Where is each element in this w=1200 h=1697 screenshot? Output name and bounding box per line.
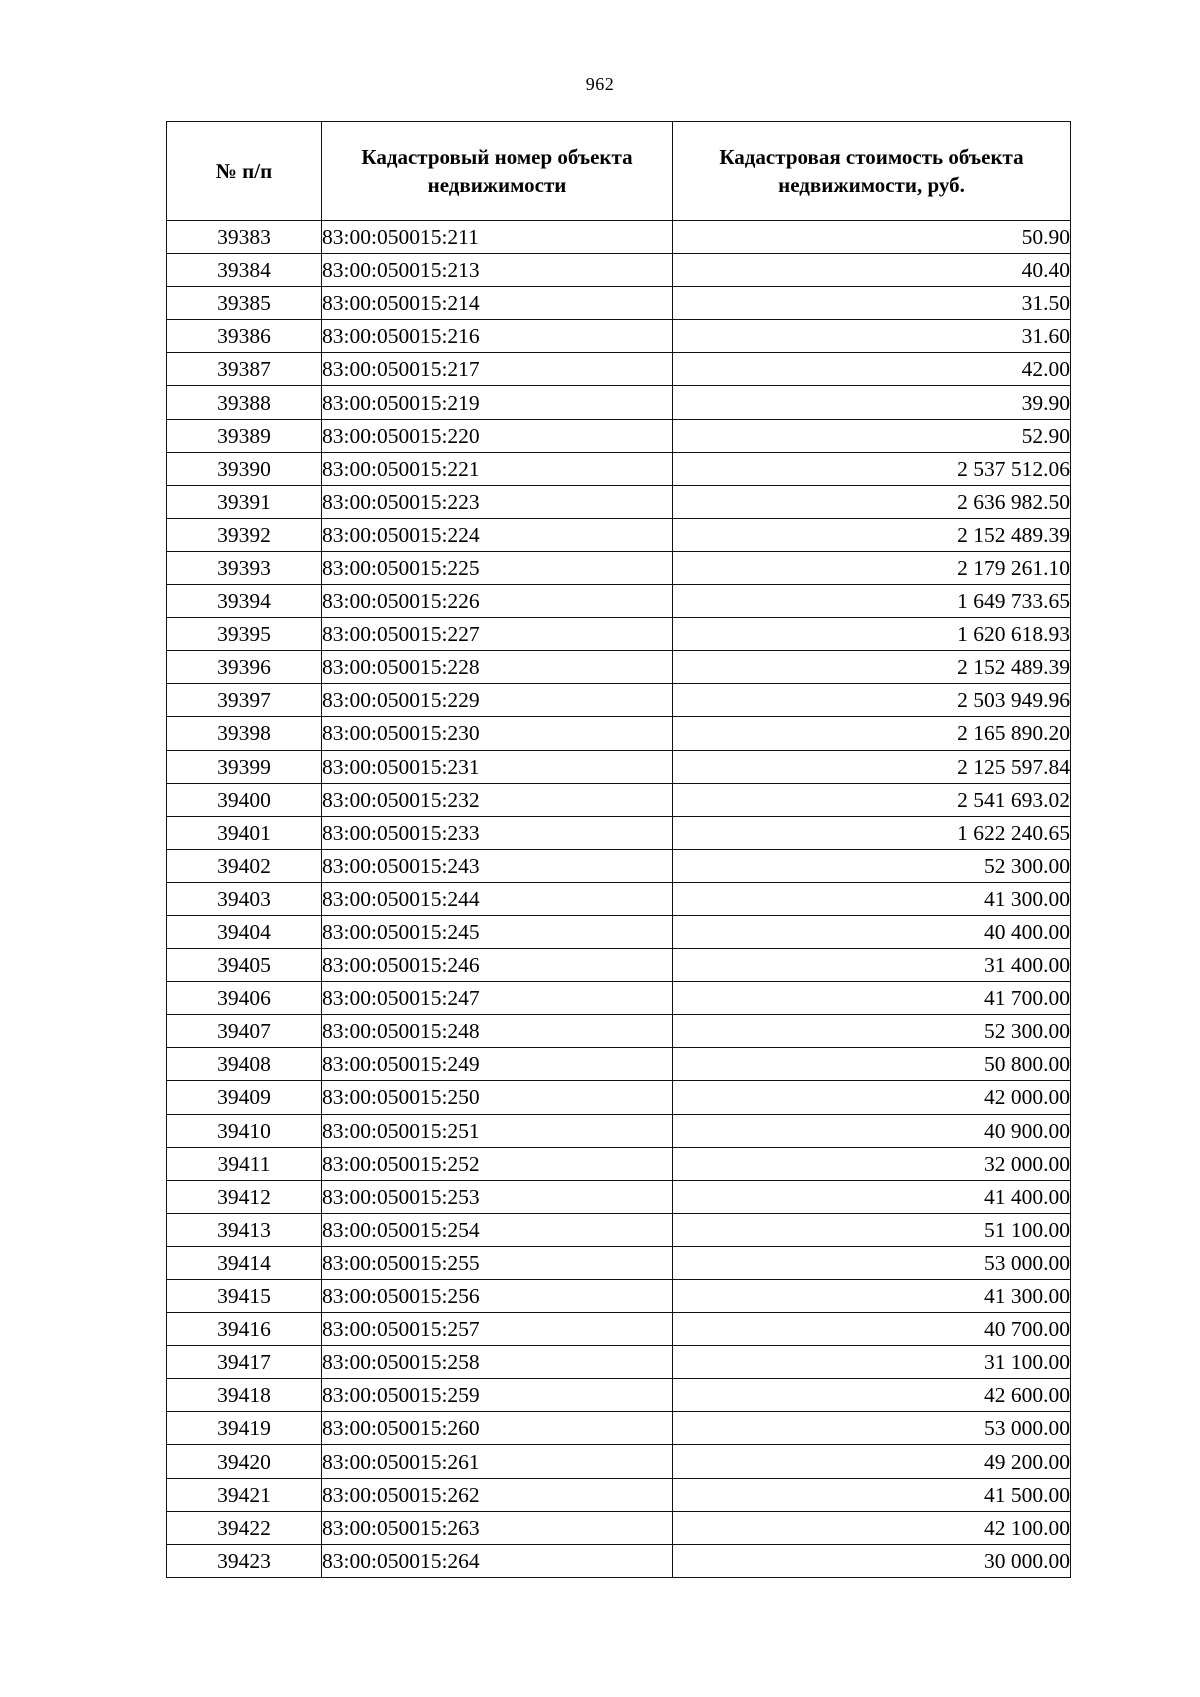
cadastral-value-cell: 2 636 982.50: [673, 485, 1071, 518]
row-number-cell: 39409: [167, 1081, 322, 1114]
row-number-cell: 39418: [167, 1379, 322, 1412]
row-number-cell: 39406: [167, 982, 322, 1015]
cadastral-value-cell: 41 500.00: [673, 1478, 1071, 1511]
row-number-cell: 39414: [167, 1246, 322, 1279]
cadastral-value-cell: 42.00: [673, 353, 1071, 386]
row-number-cell: 39417: [167, 1346, 322, 1379]
table-body: [167, 221, 1071, 1578]
table-row: [167, 816, 1071, 849]
cadastral-value-cell: 53 000.00: [673, 1412, 1071, 1445]
column-header-cadastral-value: Кадастровая стоимость объекта недвижимости, руб.: [673, 122, 1071, 221]
table-row: [167, 1544, 1071, 1577]
table-row: [167, 419, 1071, 452]
cadastral-value-table: [166, 121, 1071, 1578]
cadastral-value-cell: 1 620 618.93: [673, 618, 1071, 651]
cadastral-number-cell: 83:00:050015:223: [322, 485, 673, 518]
cadastral-number-cell: 83:00:050015:248: [322, 1015, 673, 1048]
cadastral-number-cell: 83:00:050015:256: [322, 1280, 673, 1313]
cadastral-value-cell: 30 000.00: [673, 1544, 1071, 1577]
cadastral-number-cell: 83:00:050015:219: [322, 386, 673, 419]
table-row: [167, 1114, 1071, 1147]
row-number-cell: 39392: [167, 518, 322, 551]
table-row: [167, 1280, 1071, 1313]
table-row: [167, 717, 1071, 750]
cadastral-value-cell: 49 200.00: [673, 1445, 1071, 1478]
cadastral-value-cell: 52.90: [673, 419, 1071, 452]
cadastral-number-cell: 83:00:050015:231: [322, 750, 673, 783]
cadastral-number-cell: 83:00:050015:255: [322, 1246, 673, 1279]
cadastral-number-cell: 83:00:050015:253: [322, 1180, 673, 1213]
row-number-cell: 39396: [167, 651, 322, 684]
row-number-cell: 39419: [167, 1412, 322, 1445]
cadastral-number-cell: 83:00:050015:229: [322, 684, 673, 717]
row-number-cell: 39393: [167, 551, 322, 584]
cadastral-number-cell: 83:00:050015:244: [322, 882, 673, 915]
cadastral-value-cell: 2 125 597.84: [673, 750, 1071, 783]
cadastral-value-cell: 1 649 733.65: [673, 585, 1071, 618]
table-row: [167, 1015, 1071, 1048]
table-row: [167, 1346, 1071, 1379]
cadastral-value-cell: 41 300.00: [673, 1280, 1071, 1313]
row-number-cell: 39389: [167, 419, 322, 452]
row-number-cell: 39397: [167, 684, 322, 717]
cadastral-number-cell: 83:00:050015:262: [322, 1478, 673, 1511]
cadastral-number-cell: 83:00:050015:226: [322, 585, 673, 618]
cadastral-value-cell: 39.90: [673, 386, 1071, 419]
cadastral-value-cell: 41 400.00: [673, 1180, 1071, 1213]
table-row: [167, 915, 1071, 948]
table-row: [167, 783, 1071, 816]
cadastral-value-cell: 50.90: [673, 221, 1071, 254]
cadastral-value-cell: 2 165 890.20: [673, 717, 1071, 750]
table-row: [167, 287, 1071, 320]
row-number-cell: 39422: [167, 1511, 322, 1544]
cadastral-number-cell: 83:00:050015:230: [322, 717, 673, 750]
table-row: [167, 254, 1071, 287]
cadastral-number-cell: 83:00:050015:258: [322, 1346, 673, 1379]
cadastral-value-cell: 42 100.00: [673, 1511, 1071, 1544]
cadastral-value-cell: 2 152 489.39: [673, 651, 1071, 684]
cadastral-value-cell: 52 300.00: [673, 1015, 1071, 1048]
cadastral-value-cell: 40 400.00: [673, 915, 1071, 948]
row-number-cell: 39420: [167, 1445, 322, 1478]
row-number-cell: 39423: [167, 1544, 322, 1577]
row-number-cell: 39390: [167, 452, 322, 485]
row-number-cell: 39405: [167, 949, 322, 982]
table-row: [167, 949, 1071, 982]
table-row: [167, 750, 1071, 783]
cadastral-value-cell: 42 600.00: [673, 1379, 1071, 1412]
page-number: 962: [585, 74, 615, 94]
row-number-cell: 39403: [167, 882, 322, 915]
row-number-cell: 39404: [167, 915, 322, 948]
table-row: [167, 1048, 1071, 1081]
row-number-cell: 39387: [167, 353, 322, 386]
cadastral-number-cell: 83:00:050015:247: [322, 982, 673, 1015]
row-number-cell: 39395: [167, 618, 322, 651]
table-row: [167, 1412, 1071, 1445]
table-row: [167, 1445, 1071, 1478]
table-row: [167, 386, 1071, 419]
cadastral-number-cell: 83:00:050015:225: [322, 551, 673, 584]
cadastral-number-cell: 83:00:050015:249: [322, 1048, 673, 1081]
table-row: [167, 518, 1071, 551]
cadastral-number-cell: 83:00:050015:251: [322, 1114, 673, 1147]
row-number-cell: 39412: [167, 1180, 322, 1213]
cadastral-value-cell: 50 800.00: [673, 1048, 1071, 1081]
row-number-cell: 39402: [167, 849, 322, 882]
cadastral-number-cell: 83:00:050015:221: [322, 452, 673, 485]
row-number-cell: 39385: [167, 287, 322, 320]
cadastral-value-cell: 2 152 489.39: [673, 518, 1071, 551]
cadastral-value-cell: 2 503 949.96: [673, 684, 1071, 717]
row-number-cell: 39394: [167, 585, 322, 618]
cadastral-value-cell: 31.60: [673, 320, 1071, 353]
cadastral-number-cell: 83:00:050015:213: [322, 254, 673, 287]
cadastral-value-cell: 31 100.00: [673, 1346, 1071, 1379]
column-header-number: № п/п: [167, 122, 322, 221]
cadastral-value-cell: 53 000.00: [673, 1246, 1071, 1279]
cadastral-value-cell: 41 700.00: [673, 982, 1071, 1015]
cadastral-value-cell: 31.50: [673, 287, 1071, 320]
cadastral-number-cell: 83:00:050015:211: [322, 221, 673, 254]
table-row: [167, 982, 1071, 1015]
cadastral-value-cell: 51 100.00: [673, 1213, 1071, 1246]
cadastral-value-cell: 52 300.00: [673, 849, 1071, 882]
table-row: [167, 651, 1071, 684]
row-number-cell: 39407: [167, 1015, 322, 1048]
table-row: [167, 1147, 1071, 1180]
cadastral-value-cell: 31 400.00: [673, 949, 1071, 982]
cadastral-value-cell: 1 622 240.65: [673, 816, 1071, 849]
cadastral-number-cell: 83:00:050015:220: [322, 419, 673, 452]
cadastral-number-cell: 83:00:050015:254: [322, 1213, 673, 1246]
row-number-cell: 39391: [167, 485, 322, 518]
table-row: [167, 1213, 1071, 1246]
table-row: [167, 221, 1071, 254]
table-row: [167, 684, 1071, 717]
cadastral-number-cell: 83:00:050015:233: [322, 816, 673, 849]
row-number-cell: 39408: [167, 1048, 322, 1081]
cadastral-number-cell: 83:00:050015:245: [322, 915, 673, 948]
cadastral-number-cell: 83:00:050015:232: [322, 783, 673, 816]
table-row: [167, 452, 1071, 485]
row-number-cell: 39416: [167, 1313, 322, 1346]
table-row: [167, 1313, 1071, 1346]
cadastral-value-cell: 2 179 261.10: [673, 551, 1071, 584]
row-number-cell: 39400: [167, 783, 322, 816]
table-row: [167, 1379, 1071, 1412]
table-row: [167, 485, 1071, 518]
table-row: [167, 551, 1071, 584]
row-number-cell: 39388: [167, 386, 322, 419]
cadastral-number-cell: 83:00:050015:250: [322, 1081, 673, 1114]
cadastral-value-cell: 2 537 512.06: [673, 452, 1071, 485]
cadastral-number-cell: 83:00:050015:243: [322, 849, 673, 882]
row-number-cell: 39401: [167, 816, 322, 849]
table-row: [167, 1180, 1071, 1213]
table-row: [167, 1081, 1071, 1114]
cadastral-number-cell: 83:00:050015:263: [322, 1511, 673, 1544]
row-number-cell: 39386: [167, 320, 322, 353]
cadastral-value-cell: 40 700.00: [673, 1313, 1071, 1346]
column-header-cadastral-number: Кадастровый номер объекта недвижимости: [322, 122, 673, 221]
table-row: [167, 1246, 1071, 1279]
row-number-cell: 39411: [167, 1147, 322, 1180]
table-row: [167, 353, 1071, 386]
cadastral-value-cell: 42 000.00: [673, 1081, 1071, 1114]
cadastral-number-cell: 83:00:050015:264: [322, 1544, 673, 1577]
cadastral-value-cell: 40 900.00: [673, 1114, 1071, 1147]
row-number-cell: 39384: [167, 254, 322, 287]
cadastral-number-cell: 83:00:050015:261: [322, 1445, 673, 1478]
table-row: [167, 849, 1071, 882]
row-number-cell: 39399: [167, 750, 322, 783]
row-number-cell: 39383: [167, 221, 322, 254]
cadastral-number-cell: 83:00:050015:259: [322, 1379, 673, 1412]
row-number-cell: 39413: [167, 1213, 322, 1246]
table-row: [167, 320, 1071, 353]
row-number-cell: 39410: [167, 1114, 322, 1147]
table-row: [167, 1478, 1071, 1511]
table-header-row: [167, 122, 1071, 221]
cadastral-number-cell: 83:00:050015:214: [322, 287, 673, 320]
row-number-cell: 39398: [167, 717, 322, 750]
row-number-cell: 39415: [167, 1280, 322, 1313]
cadastral-number-cell: 83:00:050015:260: [322, 1412, 673, 1445]
cadastral-number-cell: 83:00:050015:246: [322, 949, 673, 982]
table-row: [167, 1511, 1071, 1544]
cadastral-value-cell: 40.40: [673, 254, 1071, 287]
cadastral-value-cell: 32 000.00: [673, 1147, 1071, 1180]
cadastral-number-cell: 83:00:050015:227: [322, 618, 673, 651]
cadastral-number-cell: 83:00:050015:224: [322, 518, 673, 551]
cadastral-number-cell: 83:00:050015:252: [322, 1147, 673, 1180]
table-row: [167, 618, 1071, 651]
cadastral-number-cell: 83:00:050015:216: [322, 320, 673, 353]
cadastral-value-cell: 41 300.00: [673, 882, 1071, 915]
cadastral-value-cell: 2 541 693.02: [673, 783, 1071, 816]
cadastral-number-cell: 83:00:050015:217: [322, 353, 673, 386]
row-number-cell: 39421: [167, 1478, 322, 1511]
table-row: [167, 585, 1071, 618]
cadastral-number-cell: 83:00:050015:257: [322, 1313, 673, 1346]
table-row: [167, 882, 1071, 915]
cadastral-number-cell: 83:00:050015:228: [322, 651, 673, 684]
